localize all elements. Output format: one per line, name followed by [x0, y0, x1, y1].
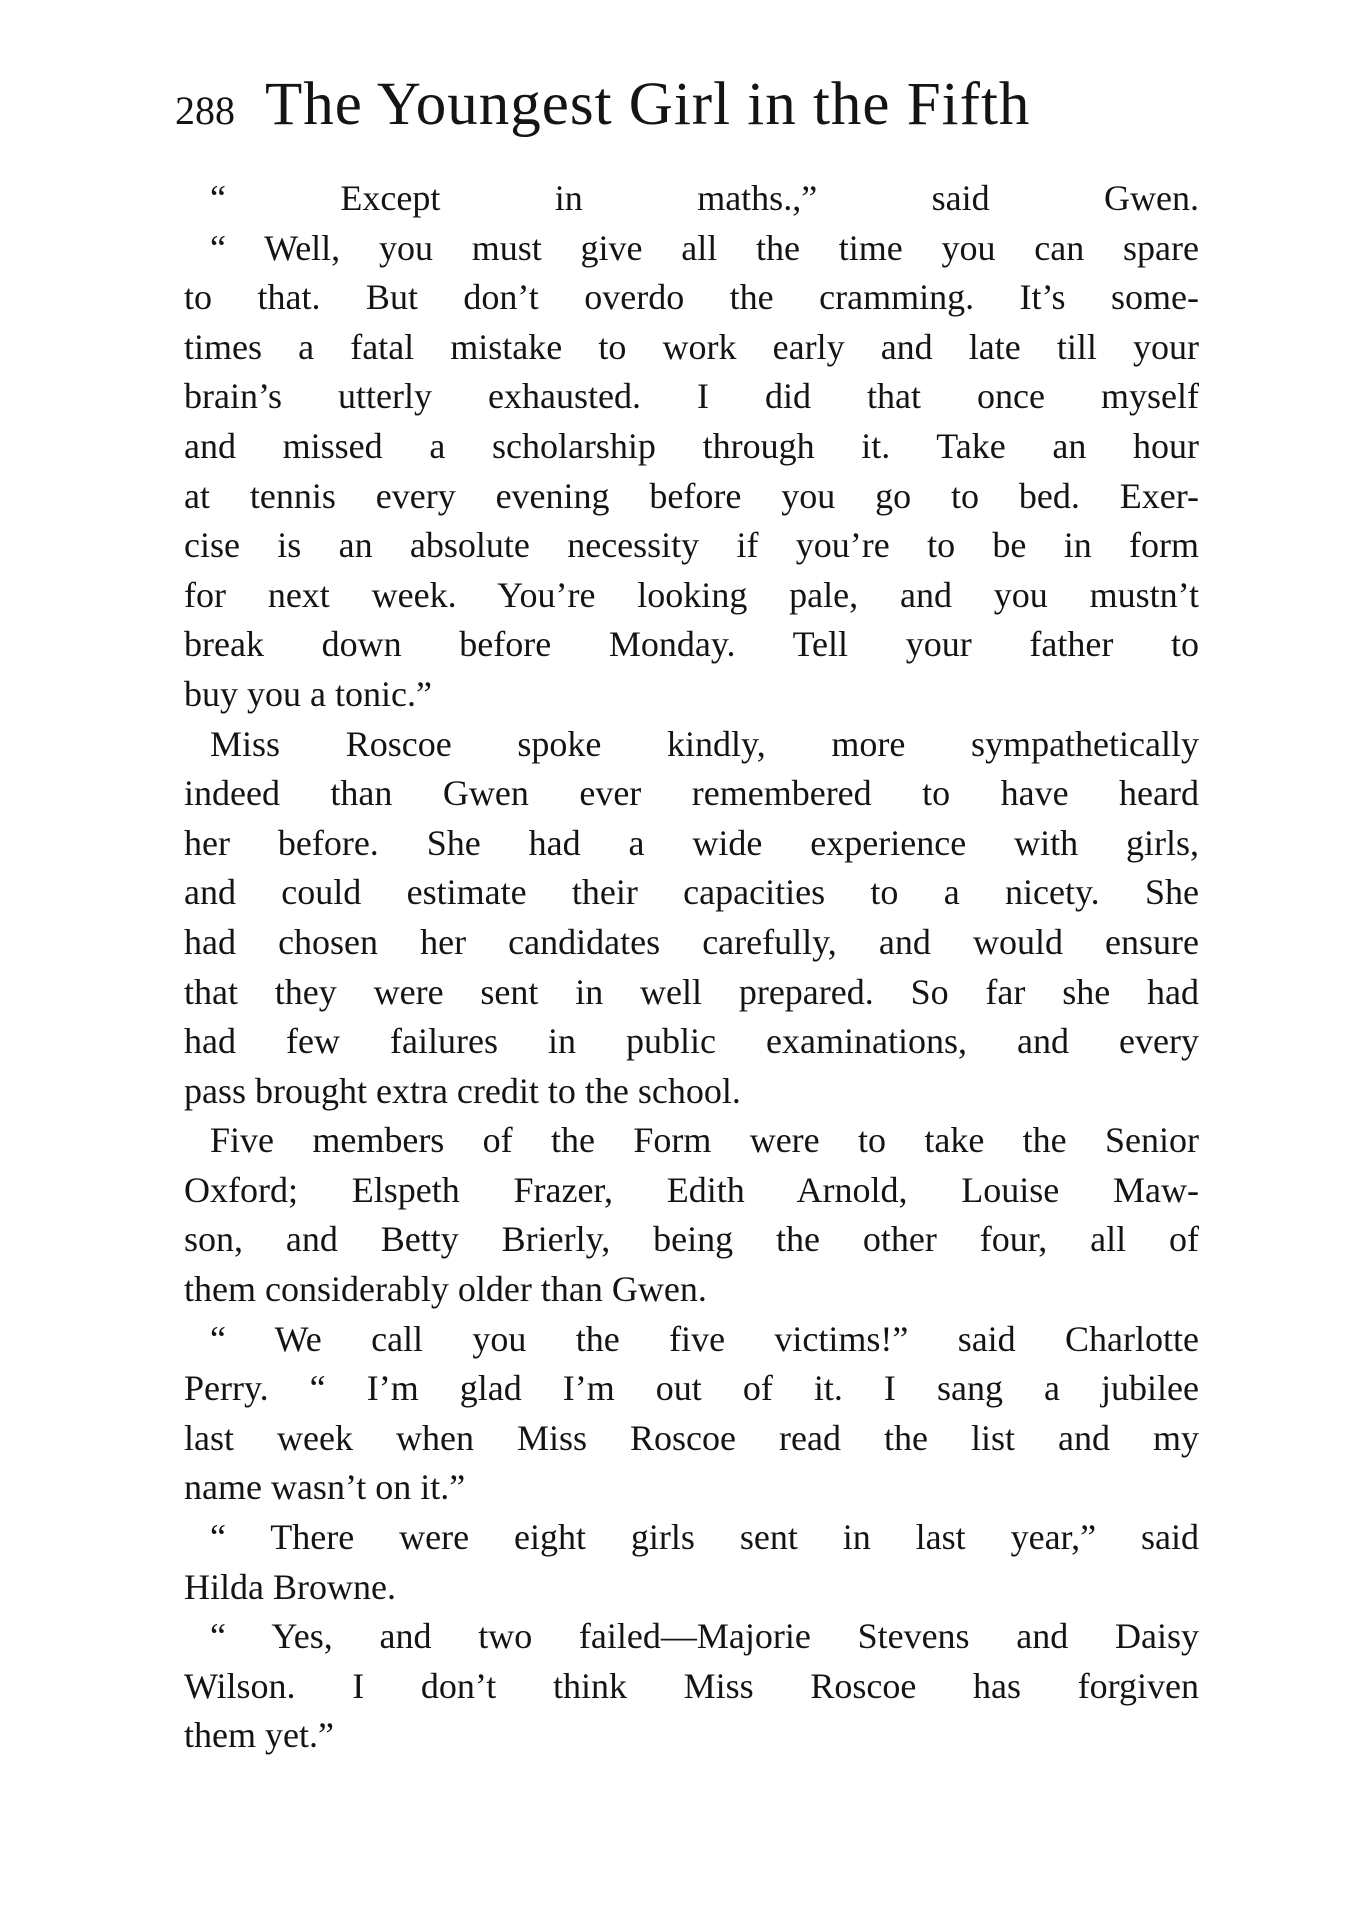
- text-line: brain’s utterly exhausted. I did that once myself: [184, 376, 1199, 417]
- text-line: “ We call you the five victims!” said Charlotte: [210, 1318, 1199, 1359]
- text-line: Perry. “ I’m glad I’m out of it. I sang a jubilee: [184, 1368, 1199, 1409]
- text-line: “ Yes, and two failed—Majorie Stevens and Daisy: [210, 1616, 1199, 1657]
- text-line: cise is an absolute necessity if you’re to be in form: [184, 525, 1199, 566]
- text-line: Oxford; Elspeth Frazer, Edith Arnold, Louise Maw-: [184, 1169, 1199, 1210]
- text-line: Miss Roscoe spoke kindly, more sympathetically: [210, 723, 1199, 764]
- text-line: and missed a scholarship through it. Take an hour: [184, 425, 1199, 466]
- text-line: “ Well, you must give all the time you can spare: [210, 227, 1199, 268]
- text-line: break down before Monday. Tell your father to: [184, 624, 1199, 665]
- text-line: son, and Betty Brierly, being the other four, all of: [184, 1219, 1199, 1260]
- text-line: to that. But don’t overdo the cramming. It’s some-: [184, 277, 1199, 318]
- running-title: The Youngest Girl in the Fifth: [265, 71, 1031, 138]
- text-line: had few failures in public examinations, and every: [184, 1021, 1199, 1062]
- page-header: [175, 70, 1185, 160]
- text-line: Hilda Browne.: [184, 1566, 396, 1607]
- text-line: them considerably older than Gwen.: [184, 1269, 707, 1310]
- page-number: 288: [175, 88, 235, 133]
- text-line: “ There were eight girls sent in last year,” said: [210, 1517, 1199, 1558]
- text-line: that they were sent in well prepared. So far she had: [184, 971, 1199, 1012]
- text-line: Five members of the Form were to take the Senior: [210, 1120, 1199, 1161]
- text-line: for next week. You’re looking pale, and you mustn’t: [184, 574, 1199, 615]
- text-line: pass brought extra credit to the school.: [184, 1070, 741, 1111]
- text-line: indeed than Gwen ever remembered to have heard: [184, 773, 1199, 814]
- text-line: times a fatal mistake to work early and late till your: [184, 326, 1199, 367]
- text-line: them yet.”: [184, 1715, 334, 1756]
- text-line: Wilson. I don’t think Miss Roscoe has forgiven: [184, 1665, 1199, 1706]
- text-line: at tennis every evening before you go to bed. Exer-: [184, 475, 1199, 516]
- body-text: [184, 174, 1199, 1761]
- text-line: name wasn’t on it.”: [184, 1467, 466, 1508]
- text-line: had chosen her candidates carefully, and would ensure: [184, 921, 1199, 962]
- text-line: her before. She had a wide experience with girls,: [184, 822, 1199, 863]
- text-line: and could estimate their capacities to a nicety. She: [184, 872, 1199, 913]
- text-line: “ Except in maths.,” said Gwen.: [210, 178, 1199, 218]
- text-line: last week when Miss Roscoe read the list and my: [184, 1417, 1199, 1458]
- text-line: buy you a tonic.”: [184, 673, 432, 714]
